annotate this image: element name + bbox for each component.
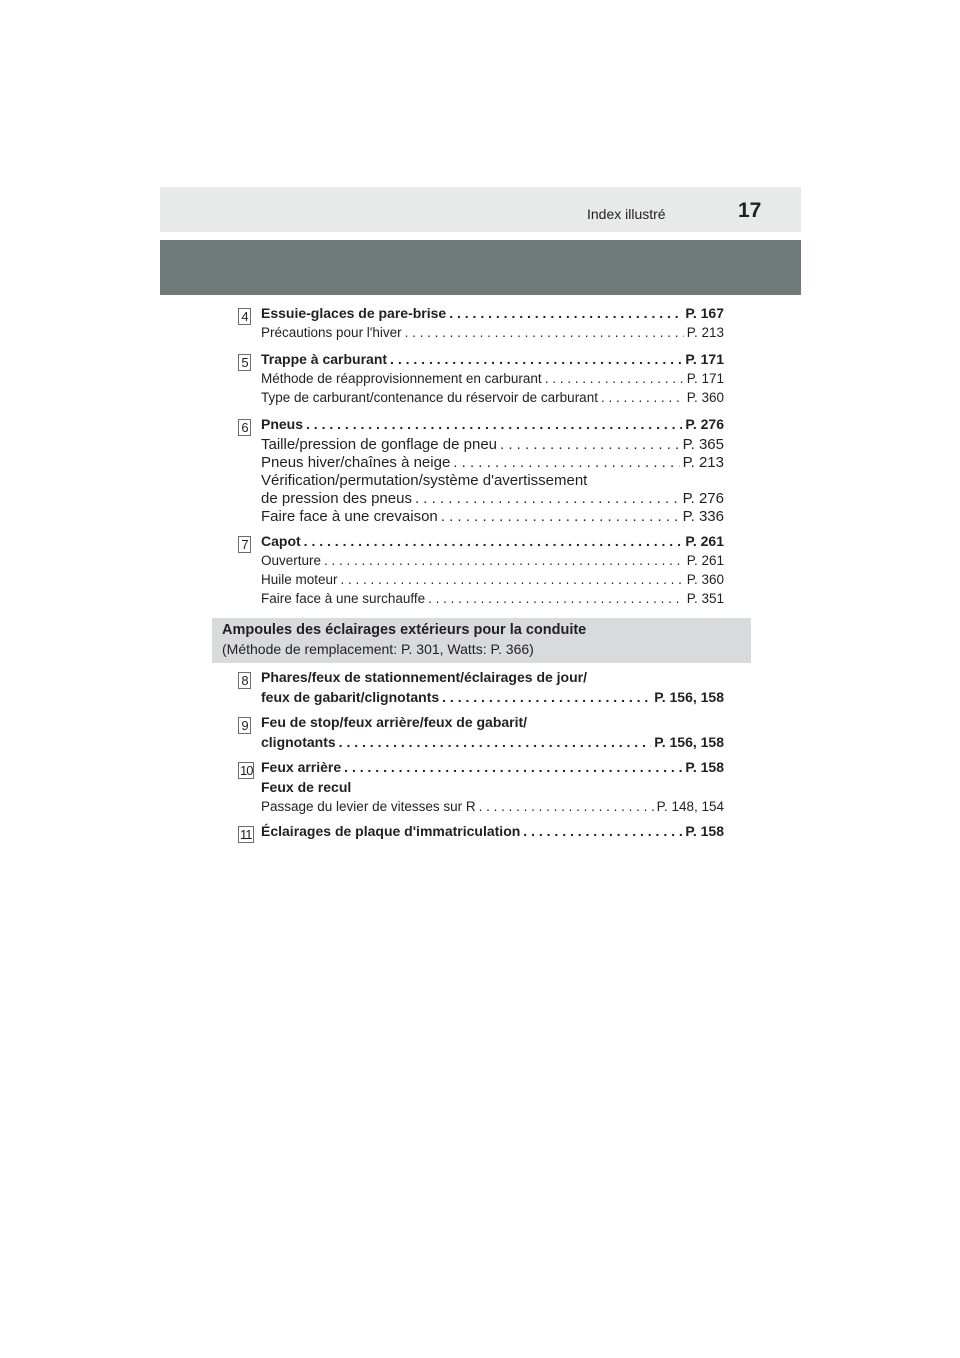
item-title: Trappe à carburant — [261, 351, 388, 367]
bulbs-list — [236, 669, 724, 848]
item-title: feux de gabarit/clignotants — [261, 689, 440, 705]
page-ref: P. 213 — [682, 454, 724, 471]
page-ref: P. 336 — [682, 508, 724, 525]
sub-item: Méthode de réapprovisionnement en carburant — [261, 371, 542, 386]
item-number-badge: 6 — [238, 419, 251, 436]
sub-item: Passage du levier de vitesses sur R — [261, 799, 476, 814]
sub-item: Précautions pour l'hiver — [261, 325, 402, 340]
item-number-badge: 11 — [240, 827, 252, 842]
page-ref: P. 171 — [685, 351, 724, 367]
page-ref: P. 351 — [686, 591, 724, 606]
item-number-badge: 8 — [238, 672, 251, 689]
sub-item: Ouverture — [261, 553, 322, 568]
sub-item: Pneus hiver/chaînes à neige — [261, 454, 451, 471]
page-ref: P. 365 — [682, 436, 724, 453]
item-number-badge: 7 — [238, 536, 251, 553]
sub-item: Faire face à une crevaison — [261, 508, 438, 525]
page-ref: P. 276 — [682, 490, 724, 507]
page-ref: P. 171 — [686, 371, 724, 386]
sub-item: de pression des pneus — [261, 490, 412, 507]
item-title: Feux de recul — [261, 779, 352, 795]
index-item-11 — [236, 823, 724, 843]
item-title: Phares/feux de stationnement/éclairages de jour/ — [261, 669, 587, 685]
page-ref: P. 158 — [685, 759, 724, 775]
index-item-9 — [236, 714, 724, 754]
index-item-5 — [236, 351, 724, 409]
page-ref: P. 261 — [685, 533, 724, 549]
page-number: 17 — [738, 199, 762, 222]
page-ref: P. 261 — [686, 553, 724, 568]
index-list — [236, 305, 724, 617]
page-ref: P. 213 — [686, 325, 724, 340]
page-ref: P. 156, 158 — [654, 734, 724, 750]
item-title: Essuie-glaces de pare-brise — [261, 305, 447, 321]
sub-item: Type de carburant/contenance du réservoir de carburant — [261, 390, 598, 405]
bulbs-section-subtitle: (Méthode de remplacement: P. 301, Watts: P. 366) — [222, 641, 534, 657]
header-band — [160, 240, 801, 295]
item-title: Capot — [261, 533, 301, 549]
header-bar — [160, 187, 801, 232]
page-ref: P. 360 — [686, 572, 724, 587]
page-ref: P. 167 — [685, 305, 724, 321]
item-title: Éclairages de plaque d'immatriculation — [261, 823, 521, 839]
item-title: Feu de stop/feux arrière/feux de gabarit/ — [261, 714, 528, 730]
item-title: Pneus — [261, 416, 304, 432]
item-title: clignotants — [261, 734, 336, 750]
item-number-badge: 9 — [238, 717, 251, 734]
item-number-badge: 4 — [238, 308, 251, 325]
index-item-8 — [236, 669, 724, 709]
page-ref: P. 156, 158 — [654, 689, 724, 705]
sub-item: Faire face à une surchauffe — [261, 591, 426, 606]
index-item-10 — [236, 759, 724, 818]
index-item-7 — [236, 533, 724, 610]
page-ref: P. 360 — [686, 390, 724, 405]
item-number-badge: 10 — [240, 763, 253, 778]
sub-item: Huile moteur — [261, 572, 338, 587]
item-title: Feux arrière — [261, 759, 342, 775]
section-title: Index illustré — [587, 206, 666, 222]
index-item-4 — [236, 305, 724, 344]
page-ref: P. 148, 154 — [656, 799, 724, 814]
page-ref: P. 158 — [685, 823, 724, 839]
page-ref: P. 276 — [685, 416, 724, 432]
item-number-badge: 5 — [238, 354, 251, 371]
bulbs-section-title: Ampoules des éclairages extérieurs pour la conduite — [222, 622, 587, 638]
sub-item: Taille/pression de gonflage de pneu — [261, 436, 498, 453]
sub-item: Vérification/permutation/système d'avertissement — [261, 472, 588, 489]
index-item-6 — [236, 416, 724, 526]
